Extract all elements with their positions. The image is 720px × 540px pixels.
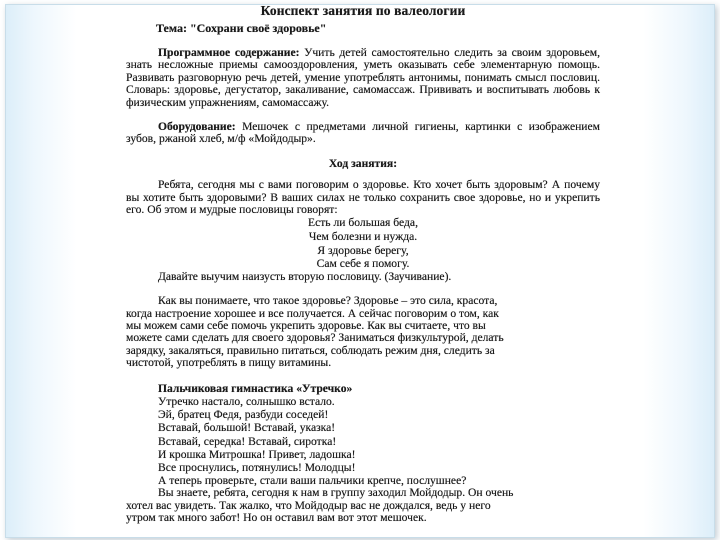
document-title: Конспект занятия по валеологии (260, 4, 466, 18)
closing-line: утром так много забот! Но он оставил вам вот этот мешочек. (126, 511, 427, 525)
finger-gymnastics (126, 382, 600, 488)
learn-proverb-line: Давайте выучим наизусть вторую пословицу. (Заучивание). (158, 269, 452, 283)
gymnastics-line: И крошка Митрошка! Привет, ладошка! (158, 447, 356, 461)
document-page (126, 5, 600, 525)
gymnastics-title: Пальчиковая гимнастика «Утречко» (158, 381, 353, 395)
lesson-topic: Тема: "Сохрани своё здоровье" (156, 21, 327, 35)
slide-frame (5, 4, 715, 538)
health-line: Как вы понимаете, что такое здоровье? Здоровье – это сила, красота, (158, 294, 498, 308)
program-label: Программное содержание: (158, 46, 300, 59)
program-content (126, 47, 600, 109)
health-line: зарядку, закаляться, правильно питаться, соблюдать режим дня, следить за (126, 343, 495, 357)
health-line: когда настроение хорошее и все получается. А сейчас поговорим о том, как (126, 306, 499, 320)
gymnastics-line: Вставай, большой! Вставай, указка! (158, 421, 336, 435)
closing-line: хотел вас увидеть. Так жалко, что Мойдодыр вас не дождался, ведь у него (126, 498, 491, 512)
gymnastics-line: Эй, братец Федя, разбуди соседей! (158, 408, 329, 422)
health-line: можете сами сделать для своего здоровья? Заниматься физкультурой, делать (126, 331, 504, 345)
gymnastics-line: А теперь проверьте, стали ваши пальчики крепче, послушнее? (158, 474, 467, 488)
poem-line: Я здоровье берегу, (317, 243, 409, 257)
poem-line: Чем болезни и нужда. (308, 230, 418, 244)
program-text: Учить детей самостоятельно следить за своим здоровьем, знать несложные приемы самооздоровления, уметь оказывать себе элементарную помощь. Развивать разговорную речь детей, умение употреблять антонимы, понимать смысл пословиц. Словарь: здоровье, дегустатор, закаливание, самомассаж. Прививать и воспитывать любовь к физическим упражнениям, самомассажу. (126, 46, 600, 109)
equipment (126, 121, 600, 146)
closing-line: Вы знаете, ребята, сегодня к нам в группу заходил Мойдодыр. Он очень (158, 486, 514, 500)
intro-paragraph: Ребята, сегодня мы с вами поговорим о здоровье. Кто хочет быть здоровым? А почему вы хотите быть здоровыми? В ваших силах не только сохранить свое здоровье, но и укрепить его. Об этом и мудрые пословицы говорят: (126, 178, 600, 217)
gymnastics-line: Вставай, середка! Вставай, сиротка! (158, 434, 337, 448)
health-line: чистотой, употреблять в пищу витамины. (126, 356, 332, 370)
health-line: мы можем сами себе помочь укрепить здоровье. Как вы считаете, что вы (126, 319, 486, 333)
equipment-text: Мешочек с предметами личной гигиены, картинки с изображением зубов, ржаной хлеб, м/ф «Мойдодыр». (126, 120, 600, 146)
poem-line: Есть ли большая беда, (308, 216, 418, 230)
proverb-poem (126, 216, 600, 270)
closing-paragraph (126, 487, 600, 524)
equipment-label: Оборудование: (158, 120, 236, 134)
poem-line: Сам себе я помогу. (316, 257, 410, 271)
gymnastics-line: Все проснулись, потянулись! Молодцы! (158, 460, 356, 474)
lesson-heading: Ход занятия: (328, 156, 398, 170)
gymnastics-line: Утречко настало, солнышко встало. (158, 394, 335, 408)
health-paragraph (126, 295, 600, 369)
